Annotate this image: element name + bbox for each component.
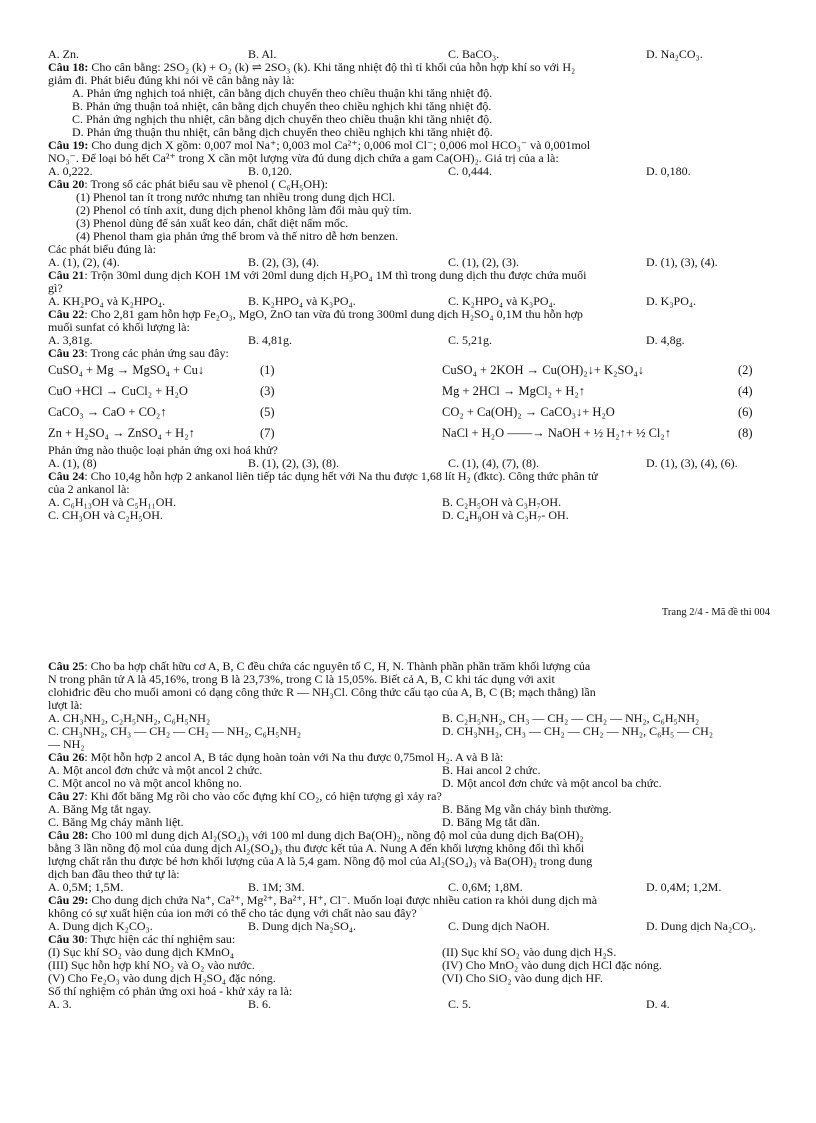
experiment-item: (VI) Cho SiO₂ vào dung dịch HF. bbox=[442, 971, 603, 985]
option-b: B. 1M; 3M. bbox=[248, 880, 305, 894]
option-c: C. Một ancol no và một ancol không no. bbox=[48, 776, 242, 790]
question-text-cont: muối sunfat có khối lượng là: bbox=[48, 320, 190, 334]
option-d: D. Na₂CO₃. bbox=[646, 47, 703, 61]
option-a: A. 3,81g. bbox=[48, 333, 93, 347]
reaction-row bbox=[48, 402, 778, 423]
reaction-row bbox=[48, 360, 778, 381]
question-text-cont: Số thí nghiệm có phản ứng oxi hoá - khử xảy ra là: bbox=[48, 984, 293, 998]
question-text-cont: lượt là: bbox=[48, 698, 83, 712]
option-c: C. 5. bbox=[448, 997, 472, 1011]
question-text-cont: N trong phân tử A là 45,16%, trong B là 23,73%, trong C là 15,05%. Biết cả A, B, C khi tác dụng với axit bbox=[48, 672, 555, 686]
question-number: Câu 23 bbox=[48, 346, 85, 360]
option-c: C. K₂HPO₄ và K₃PO₄. bbox=[448, 294, 556, 308]
question-text: : Cho 10,4g hỗn hợp 2 ankanol liên tiếp tác dụng hết với Na thu được 1,68 lít H₂ (đktc). Công thức phân tử bbox=[84, 469, 598, 483]
option-d: D. (1), (3), (4). bbox=[646, 255, 718, 269]
option-b: B. Băng Mg vẫn cháy bình thường. bbox=[442, 802, 612, 816]
option-a: A. 3. bbox=[48, 997, 72, 1011]
question-text-cont: Phản ứng nào thuộc loại phản ứng oxi hoá khử? bbox=[48, 443, 278, 457]
option-c: C. (1), (4), (7), (8). bbox=[448, 456, 539, 470]
question-number: Câu 24 bbox=[48, 469, 85, 483]
question-number: Câu 21 bbox=[48, 268, 85, 282]
option-d: D. 4. bbox=[646, 997, 670, 1011]
experiment-item: (II) Sục khí SO₂ vào dung dịch H₂S. bbox=[442, 945, 617, 959]
option-d-cont: — NH₂ bbox=[48, 737, 85, 751]
question-number: Câu 22 bbox=[48, 307, 85, 321]
question-text-cont: gì? bbox=[48, 281, 63, 295]
option-b: B. C₂H₅NH₂, CH₃ — CH₂ — CH₂ — NH₂, C₆H₅NH₂ bbox=[442, 711, 700, 725]
question-text-cont: clohiđric đều cho muối amoni có dạng công thức R — NH₃Cl. Công thức cấu tạo của A, B, C (B; mạch thẳng) lần bbox=[48, 685, 596, 699]
question-text: : Cho ba hợp chất hữu cơ A, B, C đều chứa các nguyên tố C, H, N. Thành phần phần trăm khối lượng của bbox=[84, 659, 591, 673]
option-d: D. Phản ứng thuận thu nhiệt, cân bằng dịch chuyển theo chiều nghịch khi tăng nhiệt độ. bbox=[72, 125, 493, 139]
reaction-equation: Zn + H₂SO₄ → ZnSO₄ + H₂↑ bbox=[48, 426, 195, 440]
question-number: Câu 20 bbox=[48, 177, 85, 191]
question-text-cont: của 2 ankanol là: bbox=[48, 482, 130, 496]
option-c: C. (1), (2), (3). bbox=[448, 255, 519, 269]
question-text: : Cho 2,81 gam hỗn hợp Fe₂O₃, MgO, ZnO tan vừa đủ trong 300ml dung dịch H₂SO₄ 0,1M thu hỗn hợp bbox=[84, 307, 583, 321]
option-a: A. Băng Mg tắt ngay. bbox=[48, 802, 152, 816]
experiment-item: (V) Cho Fe₂O₃ vào dung dịch H₂SO₄ đặc nóng. bbox=[48, 971, 276, 985]
option-d: D. K₃PO₄. bbox=[646, 294, 697, 308]
option-d: D. CH₃NH₂, CH₃ — CH₂ — CH₂ — NH₂, C₆H₅ — CH₂ bbox=[442, 724, 714, 738]
statement-item: (3) Phenol dùng để sản xuất keo dán, chất diệt nấm mốc. bbox=[76, 216, 349, 230]
reaction-row bbox=[48, 381, 778, 402]
experiment-item: (I) Sục khí SO₂ vào dung dịch KMnO₄ bbox=[48, 945, 235, 959]
reaction-number: (4) bbox=[738, 384, 753, 398]
option-a: A. Phản ứng nghịch toả nhiệt, cân bằng dịch chuyển theo chiều thuận khi tăng nhiệt độ. bbox=[72, 86, 493, 100]
answer-options-row bbox=[48, 998, 778, 1011]
statement-item: (2) Phenol có tính axit, dung dịch phenol không làm đổi màu quỳ tím. bbox=[76, 203, 412, 217]
reaction-equation: CO₂ + Ca(OH)₂ → CaCO₃↓+ H₂O bbox=[442, 405, 615, 419]
option-a: A. (1), (2), (4). bbox=[48, 255, 120, 269]
option-b: B. 6. bbox=[248, 997, 272, 1011]
question-27 bbox=[48, 790, 778, 803]
statement-item: (1) Phenol tan ít trong nước nhưng tan nhiều trong dung dịch HCl. bbox=[76, 190, 395, 204]
question-text-cont: giảm đi. Phát biểu đúng khi nói về cân bằng này là: bbox=[48, 73, 295, 87]
reaction-number: (6) bbox=[738, 405, 753, 419]
question-text: : Khi đốt băng Mg rồi cho vào cốc đựng khí CO₂, có hiện tượng gì xảy ra? bbox=[84, 789, 442, 803]
option-d: D. 4,8g. bbox=[646, 333, 685, 347]
exam-page-continued bbox=[48, 660, 778, 1011]
option-b: B. Phản ứng thuận toả nhiệt, cân bằng dịch chuyển theo chiều nghịch khi tăng nhiệt độ. bbox=[72, 99, 492, 113]
option-a: A. Zn. bbox=[48, 47, 79, 61]
question-text-cont: lượng chất rắn thu được bé hơn khối lượng của A là 5,4 gam. Nồng độ mol của Al₂(SO₄)₃ và Ba(OH)₂ trong dung bbox=[48, 854, 593, 868]
question-text: Cho dung dịch chứa Na⁺, Ca²⁺, Mg²⁺, Ba²⁺, H⁺, Cl⁻. Muốn loại được nhiều cation ra khỏi dung dịch mà bbox=[88, 893, 598, 907]
exam-page bbox=[48, 48, 778, 522]
experiment-item: (IV) Cho MnO₂ vào dung dịch HCl đặc nóng. bbox=[442, 958, 662, 972]
option-a: A. KH₂PO₄ và K₂HPO₄. bbox=[48, 294, 166, 308]
option-b: B. Al. bbox=[248, 47, 277, 61]
question-number: Câu 25 bbox=[48, 659, 85, 673]
question-text-cont: NO₃⁻. Để loại bỏ hết Ca²⁺ trong X cần một lượng vừa đủ dung dịch chứa a gam Ca(OH)₂. Giá trị của a là: bbox=[48, 151, 559, 165]
option-c: C. 0,444. bbox=[448, 164, 493, 178]
answer-options-row bbox=[48, 725, 778, 738]
option-a: A. 0,5M; 1,5M. bbox=[48, 880, 124, 894]
answer-options-row bbox=[48, 509, 778, 522]
option-b: B. K₂HPO₄ và K₃PO₄. bbox=[248, 294, 356, 308]
question-24 bbox=[48, 470, 778, 483]
option-b: B. Hai ancol 2 chức. bbox=[442, 763, 541, 777]
option-d: D. Băng Mg tắt dần. bbox=[442, 815, 540, 829]
question-text: Cho dung dịch X gồm: 0,007 mol Na⁺; 0,003 mol Ca²⁺; 0,006 mol Cl⁻; 0,006 mol HCO₃⁻ và 0,001mol bbox=[88, 138, 591, 152]
option-d: D. 0,180. bbox=[646, 164, 691, 178]
reaction-equation: Mg + 2HCl → MgCl₂ + H₂↑ bbox=[442, 384, 585, 398]
option-a: A. (1), (8) bbox=[48, 456, 97, 470]
reaction-equation: CuSO₄ + 2KOH → Cu(OH)₂↓+ K₂SO₄↓ bbox=[442, 363, 645, 377]
question-text: : Một hỗn hợp 2 ancol A, B tác dụng hoàn toàn với Na thu được 0,75mol H₂. A và B là: bbox=[84, 750, 504, 764]
reaction-number: (3) bbox=[260, 384, 275, 398]
option-a: A. Một ancol đơn chức và một ancol 2 chức. bbox=[48, 763, 263, 777]
question-21 bbox=[48, 269, 778, 282]
question-text-cont: Các phát biểu đúng là: bbox=[48, 242, 156, 256]
reaction-row bbox=[48, 423, 778, 444]
option-d: D. Dung dịch Na₂CO₃. bbox=[646, 919, 757, 933]
option-d: D. C₄H₉OH và C₃H₇- OH. bbox=[442, 508, 569, 522]
option-b: B. (1), (2), (3), (8). bbox=[248, 456, 339, 470]
reaction-number: (8) bbox=[738, 426, 753, 440]
question-text: : Thực hiện các thí nghiệm sau: bbox=[84, 932, 236, 946]
option-a: A. Dung dịch K₂CO₃. bbox=[48, 919, 153, 933]
reaction-number: (1) bbox=[260, 363, 275, 377]
question-number: Câu 30 bbox=[48, 932, 85, 946]
question-text: Cho cân bằng: 2SO₂ (k) + O₂ (k) ⇌ 2SO₃ (k). Khi tăng nhiệt độ thì tỉ khối của hỗn hợp khí so với H₂ bbox=[88, 60, 576, 74]
question-number: Câu 27 bbox=[48, 789, 85, 803]
question-text: : Trong số các phát biểu sau về phenol ( C₆H₅OH): bbox=[84, 177, 329, 191]
option-a: A. 0,222. bbox=[48, 164, 93, 178]
option-c: C. Phản ứng nghịch thu nhiệt, cân bằng dịch chuyển theo chiều thuận khi tăng nhiệt độ. bbox=[72, 112, 493, 126]
question-23 bbox=[48, 347, 778, 360]
reaction-equation: NaCl + H₂O ——→ NaOH + ½ H₂↑+ ½ Cl₂↑ bbox=[442, 426, 672, 440]
option-b: B. 0,120. bbox=[248, 164, 293, 178]
option-c: C. CH₃NH₂, CH₃ — CH₂ — CH₂ — NH₂, C₆H₅NH₂ bbox=[48, 724, 302, 738]
option-c: C. Dung dịch NaOH. bbox=[448, 919, 550, 933]
reaction-equation: CaCO₃ → CaO + CO₂↑ bbox=[48, 405, 167, 419]
option-c: C. BaCO₃. bbox=[448, 47, 500, 61]
statement-item: (4) Phenol tham gia phản ứng thế brom và thế nitro dễ hơn benzen. bbox=[76, 229, 399, 243]
option-a: A. C₆H₁₃OH và C₅H₁₁OH. bbox=[48, 495, 177, 509]
option-c: C. 5,21g. bbox=[448, 333, 493, 347]
reaction-number: (7) bbox=[260, 426, 275, 440]
option-d: D. (1), (3), (4), (6). bbox=[646, 456, 738, 470]
question-number: Câu 28: bbox=[48, 828, 89, 842]
question-text: : Trong các phản ứng sau đây: bbox=[84, 346, 229, 360]
option-c: C. 0,6M; 1,8M. bbox=[448, 880, 523, 894]
option-b: B. 4,81g. bbox=[248, 333, 293, 347]
question-text-cont: không có sự xuất hiện của ion mới có thể cho tác dụng với chất nào sau đây? bbox=[48, 906, 417, 920]
option-d: D. Một ancol đơn chức và một ancol ba chức. bbox=[442, 776, 662, 790]
option-b: B. C₂H₅OH và C₃H₇OH. bbox=[442, 495, 562, 509]
experiment-item: (III) Sục hỗn hợp khí NO₂ và O₂ vào nước. bbox=[48, 958, 255, 972]
question-number: Câu 18: bbox=[48, 60, 89, 74]
reaction-number: (5) bbox=[260, 405, 275, 419]
page-footer: Trang 2/4 - Mã đề thi 004 bbox=[661, 607, 770, 618]
reaction-equation: CuSO₄ + Mg → MgSO₄ + Cu↓ bbox=[48, 363, 205, 377]
reaction-number: (2) bbox=[738, 363, 753, 377]
reaction-equation: CuO +HCl → CuCl₂ + H₂O bbox=[48, 384, 188, 398]
question-text: : Trộn 30ml dung dịch KOH 1M với 20ml dung dịch H₃PO₄ 1M thì trong dung dịch thu được chứa muối bbox=[84, 268, 587, 282]
option-b: B. Dung dịch Na₂SO₄. bbox=[248, 919, 357, 933]
question-number: Câu 19: bbox=[48, 138, 89, 152]
option-c: C. CH₃OH và C₂H₅OH. bbox=[48, 508, 163, 522]
question-number: Câu 29: bbox=[48, 893, 89, 907]
option-c: C. Băng Mg cháy mãnh liệt. bbox=[48, 815, 184, 829]
option-b: B. (2), (3), (4). bbox=[248, 255, 319, 269]
question-text-cont: dịch ban đầu theo thứ tự là: bbox=[48, 867, 180, 881]
question-number: Câu 26 bbox=[48, 750, 85, 764]
option-d: D. 0,4M; 1,2M. bbox=[646, 880, 722, 894]
question-text-cont: bằng 3 lần nồng độ mol của dung dịch Al₂(SO₄)₃ thu được kết tủa A. Nung A đến khối lượng không đổi thì khối bbox=[48, 841, 585, 855]
option-a: A. CH₃NH₂, C₂H₅NH₂, C₆H₅NH₂ bbox=[48, 711, 211, 725]
question-text: Cho 100 ml dung dịch Al₂(SO₄)₃ với 100 ml dung dịch Ba(OH)₂, nồng độ mol của dung dịch Ba(OH)₂ bbox=[88, 828, 584, 842]
